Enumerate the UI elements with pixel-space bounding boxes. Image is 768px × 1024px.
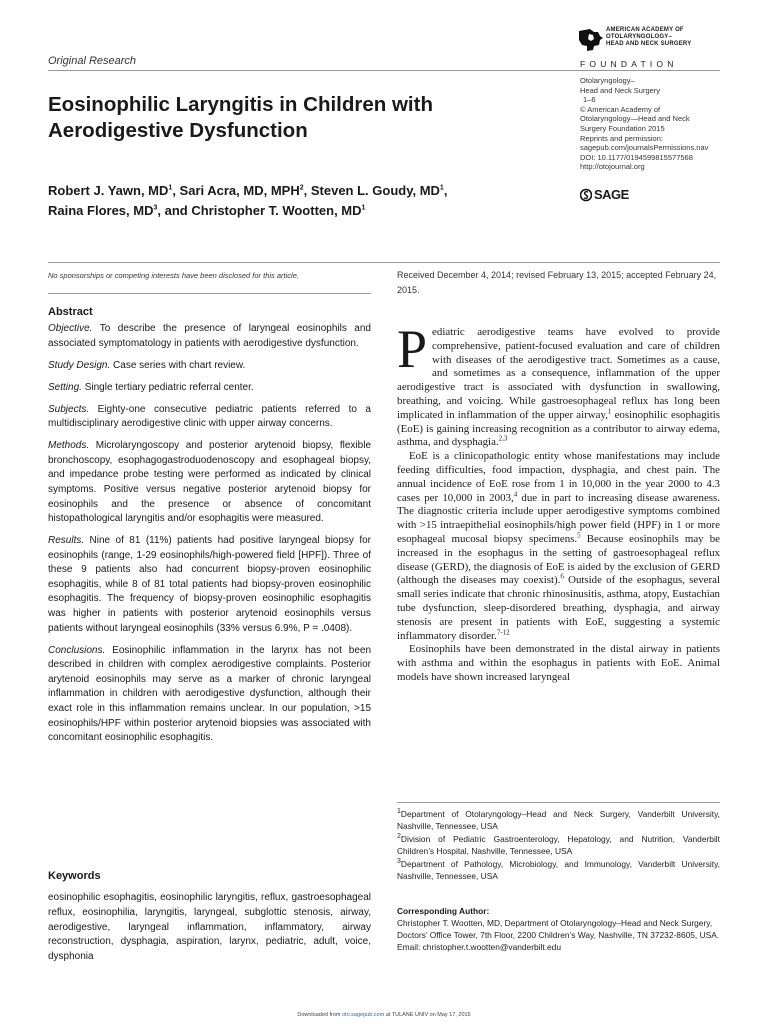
body-text: ediatric aerodigestive teams have evolved to provide comprehensive, patient-focused evaluation and care of children with diseases of the aerodigestive tract. Sometimes as a cause, and sometimes as a consequence, inflammation of the upper aerodigestive tract is associated with dysfunction in swallowing, breathing, and voicing. While gastroesophageal reflux has long been implicated in inflammation of the upper airway, [397,326,720,421]
author-name: Christopher T. Wootten, MD [191,203,362,218]
abstract-conclusions [48,644,371,746]
citation-ref[interactable]: 4 [513,489,518,498]
citation-ref[interactable]: 1 [607,407,612,416]
corresponding-author [397,917,720,953]
body-paragraph-3: Eosinophils have been demonstrated in the distal airway in patients with asthma and within the esophagus in patients with EoE. Animal models have shown increased laryngeal [397,643,720,683]
body-text: eosinophilic esophagitis (EoE) is gaining increasing recognition as a contributor to airway edema, asthma, and dysphagia. [397,408,720,449]
author-list [48,181,568,221]
body-paragraph-2 [397,450,720,643]
author-separator: , [172,183,180,198]
abstract-label: Results. [48,535,85,547]
body-text: Outside of the esophagus, several small series indicate that chronic rhinosinusitis, asthma, atopy, Eustachian tube dysfunction, sleep-disordered breathing, dysphagia, and airway stenosis are present in patients with EoE, suggesting a systemic inflammatory disorder. [397,574,720,642]
abstract-subjects [48,403,371,432]
affiliation-text: Division of Pediatric Gastroenterology, Hepatology, and Nutrition, Vanderbilt Children’s Hospital, Nashville, Tennessee, USA [397,834,720,856]
journal-name-2: Head and Neck Surgery [580,85,661,95]
citation-ref[interactable]: 2,3 [498,434,508,443]
abstract-label: Subjects. [48,403,90,415]
abstract-label: Objective. [48,323,93,334]
author-separator: , and [157,203,192,218]
abstract-text: Nine of 81 (11%) patients had positive laryngeal biopsy for eosinophils (range, 1-29 eosinophils/high-powered field [HPF]). Three of these 9 patients also had concurrent biopsy-proven eosinophilic esophagitis, while 8 of 81 total patients had biopsy-proven eosinophilic esophagitis. The frequency of biopsy-proven eosinophilic esophagitis was higher in patients with posterior arytenoid eosinophils versus patients without laryngeal eosinophils (33% versus 6.9%, P = .0408). [48,535,371,634]
corresponding-author-heading: Corresponding Author: [397,906,490,916]
journal-url[interactable]: http://otojournal.org [580,162,645,172]
affiliations-rule [397,802,720,803]
abstract-methods [48,439,371,527]
footer-prefix: Downloaded from [297,1012,342,1018]
abstract-label: Setting. [48,381,82,393]
abstract-results [48,534,371,636]
abstract-text: Eosinophilic inflammation in the larynx has not been described in children with complex aerodigestive complaints. Posterior arytenoid eosinophils may serve as a marker of chronic laryngeal inflammation in children with aerodigestive dysfunction, although their exact role in this inflammation remains unclear. In our population, >15 eosinophils/HPF within posterior arytenoid biopsies was associated with concomitant eosinophilic esophagitis. [48,644,371,744]
journal-name-1: Otolaryngology– [580,76,635,85]
citation-ref[interactable]: 7-12 [496,627,510,636]
citation-ref[interactable]: 5 [577,531,581,540]
disclosure-note: No sponsorships or competing interests have been disclosed for this article. [48,271,299,280]
copyright-line-3: Surgery Foundation 2015 [580,123,665,133]
abstract-rule [48,293,371,294]
sage-mark-icon [580,188,592,202]
title-line-2: Aerodigestive Dysfunction [48,119,308,142]
aao-hns-emblem-icon [578,28,604,52]
title-line-1: Eosinophilic Laryngitis in Children with [48,93,433,116]
abstract-label: Conclusions. [48,644,106,656]
abstract-label: Methods. [48,440,90,452]
sage-wordmark: SAGE [594,187,629,202]
copyright-line-1: © American Academy of [580,104,661,114]
aao-hns-logo [578,24,723,70]
author-affiliation: 2 [299,184,304,192]
sage-logo [580,187,629,202]
abstract-study-design [48,359,371,374]
abstract-text: Single tertiary pediatric referral center. [84,381,254,393]
body-paragraph-1 [397,319,720,450]
logo-foundation: FOUNDATION [580,59,678,69]
abstract-setting [48,381,371,396]
author-name: Sari Acra, MD, MPH [179,183,300,198]
corresponding-address: Christopher T. Wootten, MD, Department of Otolaryngology–Head and Neck Surgery, Doctors’ Office Tower, 7th Floor, 2200 Children’s Way, Nashville, TN 37232-8605, USA. [397,918,720,940]
affiliation-number: 2 [397,833,401,841]
author-affiliation: 1 [168,184,173,192]
permissions-link[interactable]: sagepub.com/journalsPermissions.nav [580,143,709,153]
title-rule [48,262,720,263]
author-name: Robert J. Yawn, MD [48,183,169,198]
section-label: Original Research [48,55,137,67]
article-title [48,92,518,144]
download-footer [0,1012,768,1018]
abstract-label: Study Design. [48,359,111,371]
author-name: Raina Flores, MD [48,203,154,218]
affiliation-item [397,833,720,857]
logo-line-1: AMERICAN ACADEMY OF [606,27,684,33]
footer-link[interactable]: oto.sagepub.com [342,1012,385,1018]
journal-pages: 1–6 [583,95,596,105]
affiliation-number: 3 [397,858,401,866]
affiliation-item [397,858,720,882]
author-separator: , [443,183,448,198]
drop-cap: P [397,319,428,379]
abstract-text: Case series with chart review. [113,359,246,371]
affiliations [397,808,720,883]
body-text: due in part to increasing disease awareness. The diagnostic criteria include upper aerodigestive symptoms combined with >15 intraepithelial eosinophils/high power field (HPF) in 1 or more esophageal mucosal biopsy specimens. [397,491,720,545]
body-text: EoE is a clinicopathologic entity whose manifestations may include feeding difficulties, food impaction, dysphagia, and chest pain. The annual incidence of EoE rose from 1 in 10,000 in the year 2000 to 4.3 cases per 10,000 in 2003, [397,450,720,504]
logo-line-3: HEAD AND NECK SURGERY [606,41,692,47]
copyright-line-2: Otolaryngology—Head and Neck [580,114,690,124]
affiliation-item [397,808,720,832]
article-body [397,319,720,685]
header-rule [48,70,720,71]
reprints-label: Reprints and permission: [580,133,663,143]
affiliation-number: 1 [397,808,401,816]
journal-info [580,76,730,172]
abstract-heading: Abstract [48,306,93,318]
author-affiliation: 1 [361,204,366,212]
abstract-objective [48,322,371,351]
author-affiliation: 3 [153,204,158,212]
keywords-heading: Keywords [48,870,101,882]
author-separator: , [303,183,311,198]
author-name: Steven L. Goudy, MD [310,183,440,198]
keywords-list: eosinophilic esophagitis, eosinophilic laryngitis, reflux, gastroesophageal reflux, eosinophilia, laryngitis, laryngeal, subglottic stenosis, airway, aerodigestive, laryngeal inflammation, inflammatory, airway reconstruction, dysphagia, aspiration, larynx, pediatric, adult, voice, dysphonia [48,892,371,963]
author-affiliation: 1 [439,184,444,192]
abstract-text: Microlaryngoscopy and posterior arytenoid biopsy, flexible bronchoscopy, esophagogastroduodenoscopy and esophageal biopsy, and impedance probe testing were performed as indicated by clinical symptoms. Positive versus negative posterior arytenoid biopsy for eosinophils and the presence or absence of concomitant histopathological laryngitis and/or esophagitis were measured. [48,440,371,525]
logo-line-2: OTOLARYNGOLOGY– [606,34,673,40]
received-dates: Received December 4, 2014; revised February 13, 2015; accepted February 24, 2015. [397,270,717,295]
footer-suffix: at TULANE UNIV on May 17, 2015 [384,1012,471,1018]
abstract-text: To describe the presence of laryngeal eosinophils and associated symptomatology in patients with aerodigestive dysfunction. [48,323,371,349]
body-text: Because eosinophils may be increased in the esophagus in the setting of gastroesophageal reflux disease (GERD), the diagnosis of EoE is aided by the exclusion of GERD (although the diseases may coexist). [397,532,720,587]
doi[interactable]: DOI: 10.1177/0194599815577568 [580,152,693,162]
abstract-body [48,322,371,753]
abstract-text: Eighty-one consecutive pediatric patients referred to a multidisciplinary aerodigestive clinic with upper airway concerns. [48,403,371,430]
citation-ref[interactable]: 6 [560,572,564,581]
corresponding-email[interactable]: Email: christopher.t.wootten@vanderbilt.edu [397,942,561,952]
affiliation-text: Department of Otolaryngology–Head and Neck Surgery, Vanderbilt University, Nashville, Tennessee, USA [397,809,720,831]
affiliation-text: Department of Pathology, Microbiology, and Immunology, Vanderbilt University, Nashville, Tennessee, USA [397,859,720,881]
